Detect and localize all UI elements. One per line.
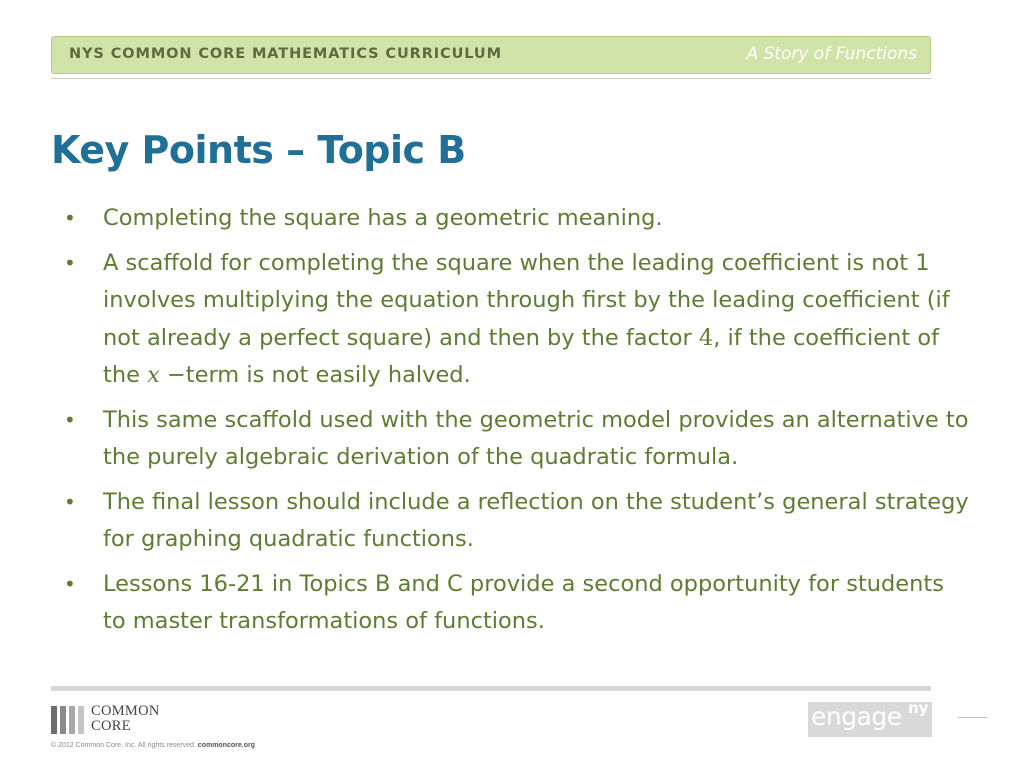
logo-line-1: COMMON — [91, 703, 160, 719]
bullet-text-part: A scaffold for completing the square when the leading coefficient is not 1 involves multiplying the equation through first by the leading coefficient (if not already a perfect square) and then by the factor — [103, 249, 950, 351]
copyright-notice — [51, 742, 255, 749]
curriculum-label: NYS COMMON CORE MATHEMATICS CURRICULUM — [69, 46, 502, 62]
bullet-item — [60, 484, 970, 559]
common-core-logo-text — [91, 704, 160, 734]
bullet-text: Lessons 16-21 in Topics B and C provide a second opportunity for students to master transformations of functions. — [103, 570, 944, 634]
header-bar — [51, 36, 931, 74]
bullet-marker: • — [64, 206, 76, 230]
logo-line-2: CORE — [91, 718, 131, 734]
engage-logo-ny: ny — [908, 699, 929, 717]
bullet-marker: • — [64, 571, 76, 596]
slide-title: Key Points – Topic B — [51, 128, 466, 172]
common-core-logo — [51, 704, 191, 738]
bullet-text: This same scaffold used with the geometric model provides an alternative to the purely algebraic derivation of the quadratic formula. — [103, 406, 969, 470]
bullet-marker: • — [64, 489, 76, 514]
engageny-logo — [808, 699, 932, 737]
math-number: 4 — [698, 324, 714, 351]
copyright-site: commoncore.org — [197, 742, 255, 749]
bullet-item — [60, 402, 970, 477]
common-core-logo-icon — [51, 706, 85, 734]
bullet-text-part: , if the coefficient of the — [103, 324, 940, 388]
bullet-text — [103, 250, 950, 389]
footer-divider — [51, 686, 931, 691]
bullet-marker: • — [64, 250, 76, 275]
footer-dash — [958, 717, 987, 718]
bullet-item — [60, 200, 970, 238]
bullet-marker: • — [64, 407, 76, 432]
copyright-text: © 2012 Common Core, Inc. All rights reserved. — [51, 742, 196, 749]
header-divider — [51, 78, 931, 79]
bullet-text-part: −term is not easily halved. — [159, 362, 471, 388]
module-title: A Story of Functions — [746, 44, 917, 64]
engage-logo-word: engage — [811, 702, 902, 731]
key-points-list — [60, 200, 970, 648]
bullet-item — [60, 245, 970, 395]
bullet-text: Completing the square has a geometric meaning. — [103, 205, 663, 231]
bullet-item — [60, 566, 970, 641]
bullet-text: The final lesson should include a reflection on the student’s general strategy for graphing quadratic functions. — [103, 488, 969, 552]
math-variable: x — [147, 362, 160, 388]
